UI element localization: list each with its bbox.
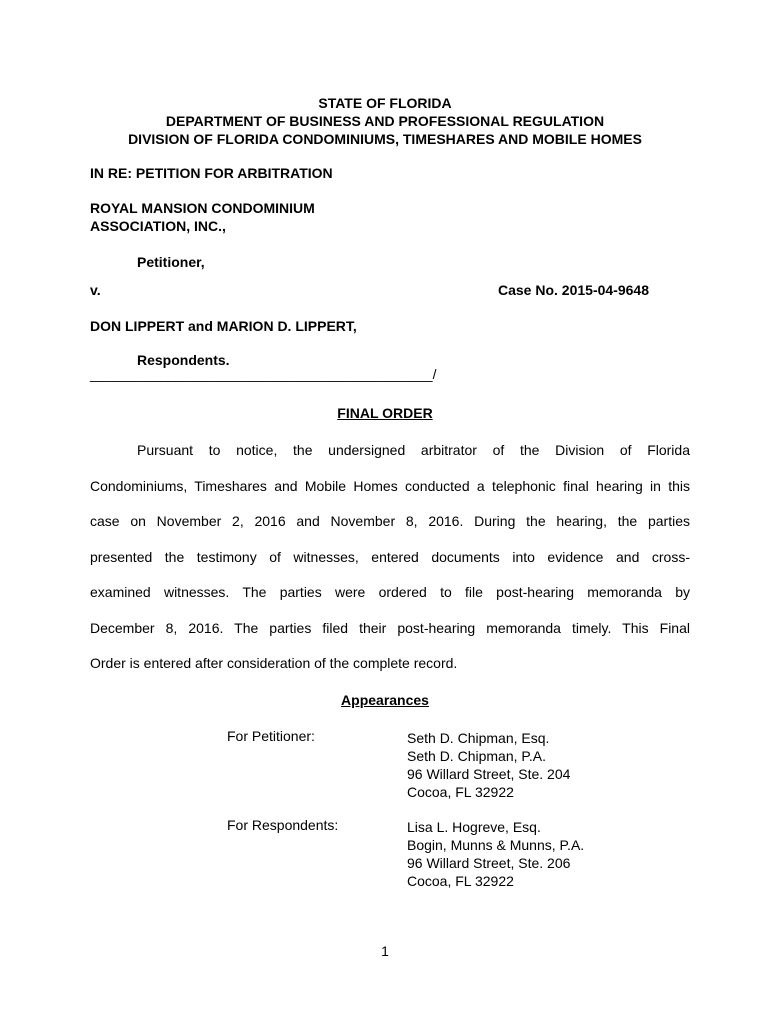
appearances-heading <box>0 692 770 708</box>
respondents-counsel-line: Cocoa, FL 32922 <box>407 873 514 889</box>
versus-label: v. <box>90 282 101 298</box>
respondent-names: DON LIPPERT and MARION D. LIPPERT, <box>90 318 357 334</box>
body-line: case on November 2, 2016 and November 8, 2016. During the hearing, the parties <box>90 513 690 529</box>
respondents-counsel-line: Lisa L. Hogreve, Esq. <box>407 819 541 835</box>
respondents-appearance-label: For Respondents: <box>227 817 339 833</box>
respondents-counsel-line: 96 Willard Street, Ste. 206 <box>407 855 571 871</box>
header-line-division: DIVISION OF FLORIDA CONDOMINIUMS, TIMESHARES AND MOBILE HOMES <box>128 131 642 147</box>
body-line: presented the testimony of witnesses, entered documents into evidence and cross- <box>90 548 690 565</box>
petitioner-counsel-line: 96 Willard Street, Ste. 204 <box>407 766 571 782</box>
respondents-counsel-line: Bogin, Munns & Munns, P.A. <box>407 837 585 853</box>
document-title <box>0 405 770 421</box>
petitioner-name-line2: ASSOCIATION, INC., <box>90 218 226 234</box>
page-number: 1 <box>381 943 389 959</box>
body-line: Pursuant to notice, the undersigned arbitrator of the Division of Florida <box>137 442 690 458</box>
caption-divider: ____________________________________________/ <box>90 366 437 382</box>
petitioner-counsel-line: Cocoa, FL 32922 <box>407 784 514 800</box>
petitioner-name-line1: ROYAL MANSION CONDOMINIUM <box>90 200 315 216</box>
in-re-line: IN RE: PETITION FOR ARBITRATION <box>90 165 333 181</box>
header-line-department: DEPARTMENT OF BUSINESS AND PROFESSIONAL REGULATION <box>165 113 605 129</box>
respondents-counsel-block <box>407 818 584 890</box>
appearances-heading-text: Appearances <box>341 692 429 708</box>
petitioner-appearance-label: For Petitioner: <box>227 728 315 744</box>
petitioner-label: Petitioner, <box>137 254 205 270</box>
document-title-text: FINAL ORDER <box>337 405 433 421</box>
petitioner-counsel-line: Seth D. Chipman, Esq. <box>407 730 550 746</box>
body-line: Order is entered after consideration of the complete record. <box>90 655 458 671</box>
body-line: Condominiums, Timeshares and Mobile Homes conducted a telephonic final hearing in this <box>90 477 690 494</box>
petitioner-counsel-block <box>407 729 570 801</box>
petitioner-counsel-line: Seth D. Chipman, P.A. <box>407 748 547 764</box>
body-paragraph <box>90 433 690 682</box>
body-line: December 8, 2016. The parties filed their post-hearing memoranda timely. This Final <box>90 619 690 636</box>
case-number: Case No. 2015-04-9648 <box>498 282 649 298</box>
header-line-state: STATE OF FLORIDA <box>318 95 452 111</box>
respondent-label: Respondents. <box>137 352 230 368</box>
body-line: examined witnesses. The parties were ordered to file post-hearing memoranda by <box>90 584 690 600</box>
